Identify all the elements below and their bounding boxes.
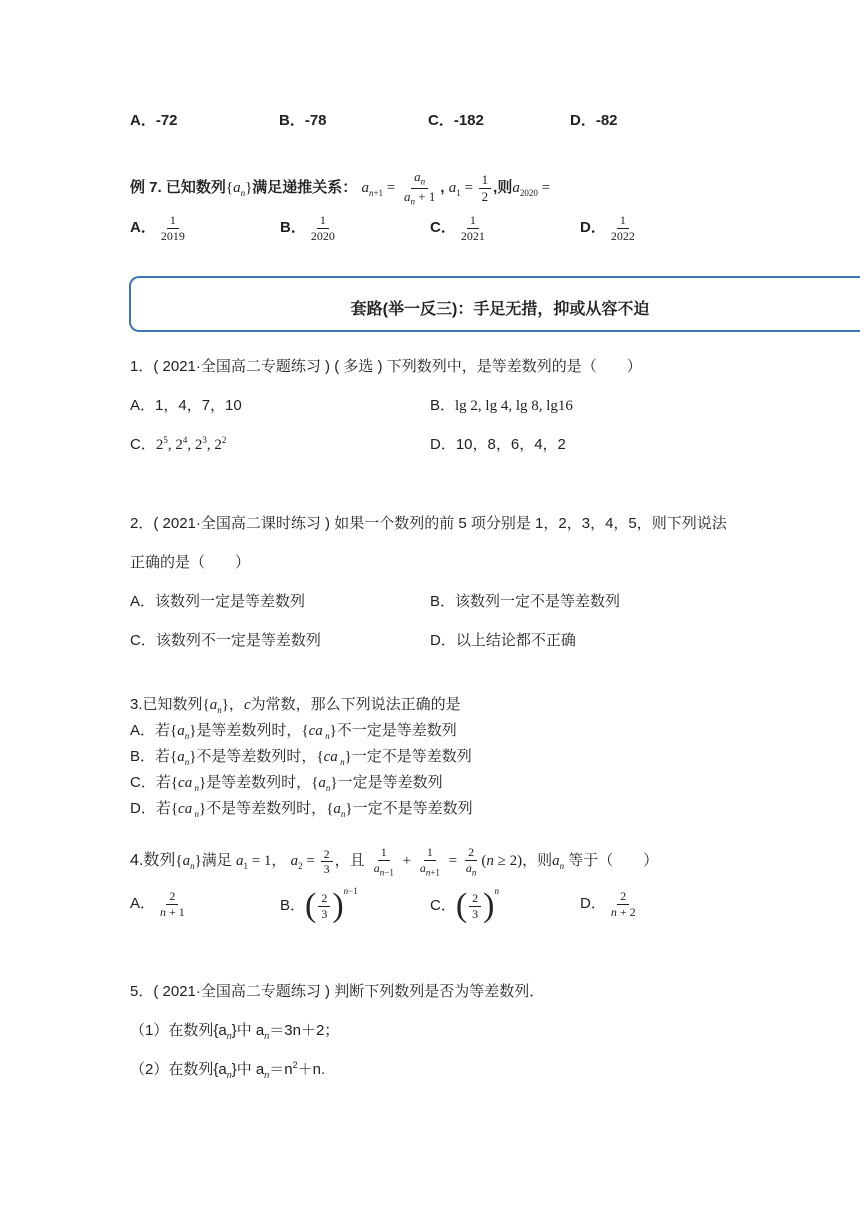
q3-stem-c: 为常数，那么下列说法正确的是 xyxy=(250,696,461,713)
ex7-prefix: 例 7. 已知数列 xyxy=(130,178,226,196)
ex7-mid: 满足递推关系： xyxy=(252,178,358,196)
ex7-option-a xyxy=(130,214,190,242)
q4-relation-math: $\frac{1}{a_{n-1}}$ + $\frac{1}{a_{n+1}}$ = $\frac{2}{a_n}$ (n ≥ 2) xyxy=(373,845,523,877)
ex7-option-b-label: B． xyxy=(280,219,306,237)
q4-stem-e: ，则 xyxy=(522,852,553,870)
ex7-option-b xyxy=(280,214,340,242)
q4-a2-math: $a_2$ = $\frac{2}{3}$ xyxy=(291,853,335,869)
q3-b-3: 一定不是等差数列 xyxy=(351,748,472,765)
q4-option-b: B．( $\frac{2}{3}$ )$^{n-1}$ xyxy=(280,886,358,925)
ex7-then: ,则 xyxy=(493,178,513,196)
q5-part2: （2）在数列$\{a_n\}$中 $a_n=n^2+n$. xyxy=(130,1060,326,1080)
ex7-option-d-label: D． xyxy=(580,219,606,237)
q4-stem-c: ， xyxy=(271,852,287,870)
q5-part1: （1）在数列$\{a_n\}$中 $a_n=3n+2$； xyxy=(130,1022,340,1041)
q3-d-ca: {ca $_n$} xyxy=(170,801,207,819)
section-banner-title: 套路(举一反三)：手足无措，抑或从容不迫 xyxy=(350,301,650,318)
q4-option-c: C．( $\frac{2}{3}$ )$^n$ xyxy=(430,886,499,925)
ex7-seq-math: $\{a_n\}$ xyxy=(225,179,253,198)
q4-a1-math: $a_1 = 1$ xyxy=(235,853,272,872)
q3-seq-math: $\{a_n\}$ xyxy=(202,697,229,715)
ex7-option-a-num: 1 xyxy=(167,214,179,229)
q4-stem-f: 等于（ ） xyxy=(568,852,659,870)
q3-option-d xyxy=(130,797,473,819)
q3-c-3: 一定是等差数列 xyxy=(337,774,443,791)
q3-stem-b: ， xyxy=(228,696,244,713)
ex6-option-b: B．-78 xyxy=(279,112,327,129)
q3-d-2: 不是等差数列时， xyxy=(206,800,327,817)
q3-c-2: 是等差数列时， xyxy=(206,774,312,791)
q2-stem-line2: 正确的是（ ） xyxy=(130,554,251,571)
q3-a-3: 不一定是等差数列 xyxy=(336,722,457,739)
q1-option-c xyxy=(130,433,226,454)
q3-c-math: c xyxy=(243,697,251,713)
q2-option-a: A．该数列一定是等差数列 xyxy=(130,593,306,610)
q5-part2-a: （2）在数列{a xyxy=(130,1061,227,1078)
ex7-option-b-den: 2020 xyxy=(310,228,335,243)
q2-option-b: B．该数列一定不是等差数列 xyxy=(430,593,621,610)
ex7-option-d xyxy=(580,214,640,242)
q3-stem xyxy=(130,693,461,715)
q5-part1-b: }中 a xyxy=(231,1022,265,1039)
q5-part1-a: （1）在数列{a xyxy=(130,1022,227,1039)
q3-d-3: 一定不是等差数列 xyxy=(352,800,473,817)
ex7-target-math: $a_{2020}$ = xyxy=(512,179,551,198)
q3-a-seq: $\{a_n\}$ xyxy=(170,723,197,741)
q3-a-1: A．若 xyxy=(130,722,171,739)
section-banner xyxy=(129,276,860,332)
q1-option-d: D．10，8，6，4，2 xyxy=(430,436,566,453)
ex7-option-b-num: 1 xyxy=(317,214,329,229)
ex6-option-c: C．-182 xyxy=(428,112,484,129)
q3-d-1: D．若 xyxy=(130,800,171,817)
q5-part2-d: ＋n. xyxy=(297,1061,326,1078)
q3-d-seq: $\{a_n\}$ xyxy=(326,801,353,819)
q4-an-math: $a_n$ xyxy=(552,853,565,872)
ex6-option-d: D．-82 xyxy=(570,112,618,129)
q3-option-a xyxy=(130,719,457,741)
q2-stem-line1: 2．( 2021·全国高二课时练习 ) 如果一个数列的前 5 项分别是 1，2，3，4，5，则下列说法 xyxy=(130,515,727,532)
q4-option-d: D． $\frac{2}{n + 2}$ xyxy=(580,889,636,919)
ex7-option-d-den: 2022 xyxy=(610,228,635,243)
q1-option-c-math: $2^5$, $2^4$, $2^3$, $2^2$ xyxy=(155,435,227,453)
q5-part2-b: }中 a xyxy=(231,1061,265,1078)
ex7-recurrence-math: $a_{n+1}$ = $\frac{a_n}{a_n + 1}$ xyxy=(361,169,436,207)
q3-c-1: C．若 xyxy=(130,774,171,791)
q3-option-b xyxy=(130,745,472,767)
q1-option-c-label: C． xyxy=(130,436,156,453)
q5-stem: 5．( 2021·全国高二专题练习 ) 判断下列数列是否为等差数列． xyxy=(130,983,545,1000)
q3-b-2: 不是等差数列时， xyxy=(196,748,317,765)
q3-stem-a: 3.已知数列 xyxy=(130,696,203,713)
q5-part1-c: ＝3n＋2； xyxy=(269,1022,340,1039)
q3-a-ca: {ca $_n$} xyxy=(301,723,337,741)
ex7-option-c-label: C． xyxy=(430,219,456,237)
ex7-initial-math: $a_1$ = $\frac{1}{2}$ xyxy=(449,180,493,196)
q1-option-b-label: B． xyxy=(430,397,456,414)
ex7-stem: 例 7. 已知数列$\{a_n\}$满足递推关系： $a_{n+1}$ = $\frac{a_n}{a_n + 1}$ , $a_1$ = $\frac{1}{2}$ ,则$a_{2020}$ = xyxy=(130,169,551,207)
q2-option-c: C．该数列不一定是等差数列 xyxy=(130,632,321,649)
q3-option-c xyxy=(130,771,443,793)
q4-option-c-label: C． xyxy=(430,897,456,914)
q4-stem-b: 满足 xyxy=(201,852,232,870)
ex7-option-c-num: 1 xyxy=(467,214,479,229)
q1-option-b-math: lg 2, lg 4, lg 8, lg16 xyxy=(455,398,573,414)
q4-stem-a: 4.数列 xyxy=(130,852,176,870)
q4-stem xyxy=(130,846,658,877)
q4-option-b-label: B． xyxy=(280,897,306,914)
ex7-option-a-label: A． xyxy=(130,219,156,237)
q3-b-1: B．若 xyxy=(130,748,171,765)
ex7-option-c-den: 2021 xyxy=(460,228,485,243)
q3-c-ca: {ca $_n$} xyxy=(170,775,207,793)
ex7-option-d-num: 1 xyxy=(617,214,629,229)
q4-option-a-label: A． xyxy=(130,895,156,913)
q3-c-seq: $\{a_n\}$ xyxy=(311,775,338,793)
q3-a-2: 是等差数列时， xyxy=(196,722,302,739)
q4-seq-math: $\{a_n\}$ xyxy=(175,853,202,872)
q4-option-d-label: D． xyxy=(580,895,606,913)
ex7-option-a-den: 2019 xyxy=(160,228,185,243)
q1-option-b xyxy=(430,394,573,415)
q2-option-d: D．以上结论都不正确 xyxy=(430,632,576,649)
q1-option-a: A．1，4，7，10 xyxy=(130,397,242,414)
q4-stem-d: ，且 xyxy=(334,852,365,870)
q4-option-a: A． $\frac{2}{n + 1}$ xyxy=(130,889,185,919)
q3-b-ca: {ca $_n$} xyxy=(316,749,352,767)
q1-stem: 1．( 2021·全国高二专题练习 ) ( 多选 ) 下列数列中，是等差数列的是（ ） xyxy=(130,358,642,375)
ex7-option-c xyxy=(430,214,490,242)
ex6-option-a: A．-72 xyxy=(130,112,178,129)
q3-b-seq: $\{a_n\}$ xyxy=(170,749,197,767)
q5-part2-c: ＝n xyxy=(269,1061,293,1078)
